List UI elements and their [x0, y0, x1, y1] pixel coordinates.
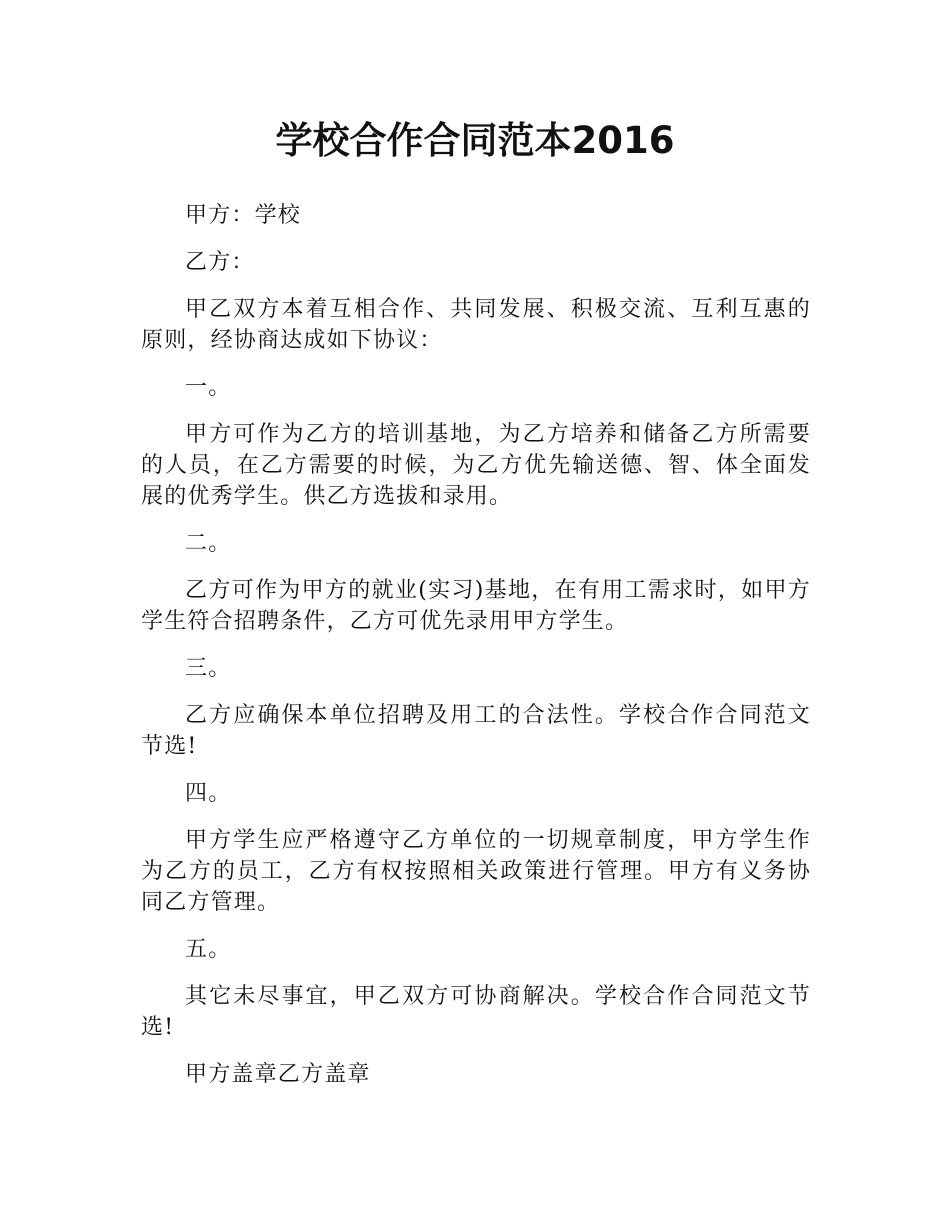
clause-heading-4: 四。	[185, 781, 232, 806]
document-body	[141, 200, 811, 1106]
clause-paragraph-4: 甲方学生应严格遵守乙方单位的一切规章制度，甲方学生作为乙方的员工，乙方有权按照相关政策进行管理。甲方有义务协同乙方管理。	[141, 828, 811, 915]
clause-heading-2: 二。	[185, 531, 232, 556]
party-b-line: 乙方：	[185, 250, 255, 275]
clause-heading-3: 三。	[185, 656, 232, 681]
document-title: 学校合作合同范本2016	[275, 119, 675, 162]
clause-heading-1: 一。	[185, 375, 232, 400]
clause-paragraph-5: 其它未尽事宜，甲乙双方可协商解决。学校合作合同范文节选!	[141, 984, 811, 1040]
party-a-line: 甲方：学校	[185, 203, 302, 228]
seal-line: 甲方盖章乙方盖章	[185, 1062, 371, 1087]
clause-heading-5: 五。	[185, 937, 232, 962]
clause-paragraph-3: 乙方应确保本单位招聘及用工的合法性。学校合作合同范文节选!	[141, 703, 811, 759]
clause-paragraph-1: 甲方可作为乙方的培训基地，为乙方培养和储备乙方所需要的人员，在乙方需要的时候，为乙方优先输送德、智、体全面发展的优秀学生。供乙方选拔和录用。	[141, 422, 811, 509]
clause-paragraph-2: 乙方可作为甲方的就业(实习)基地，在有用工需求时，如甲方学生符合招聘条件，乙方可优先录用甲方学生。	[141, 578, 811, 634]
preamble-paragraph: 甲乙双方本着互相合作、共同发展、积极交流、互利互惠的原则，经协商达成如下协议：	[141, 297, 811, 353]
